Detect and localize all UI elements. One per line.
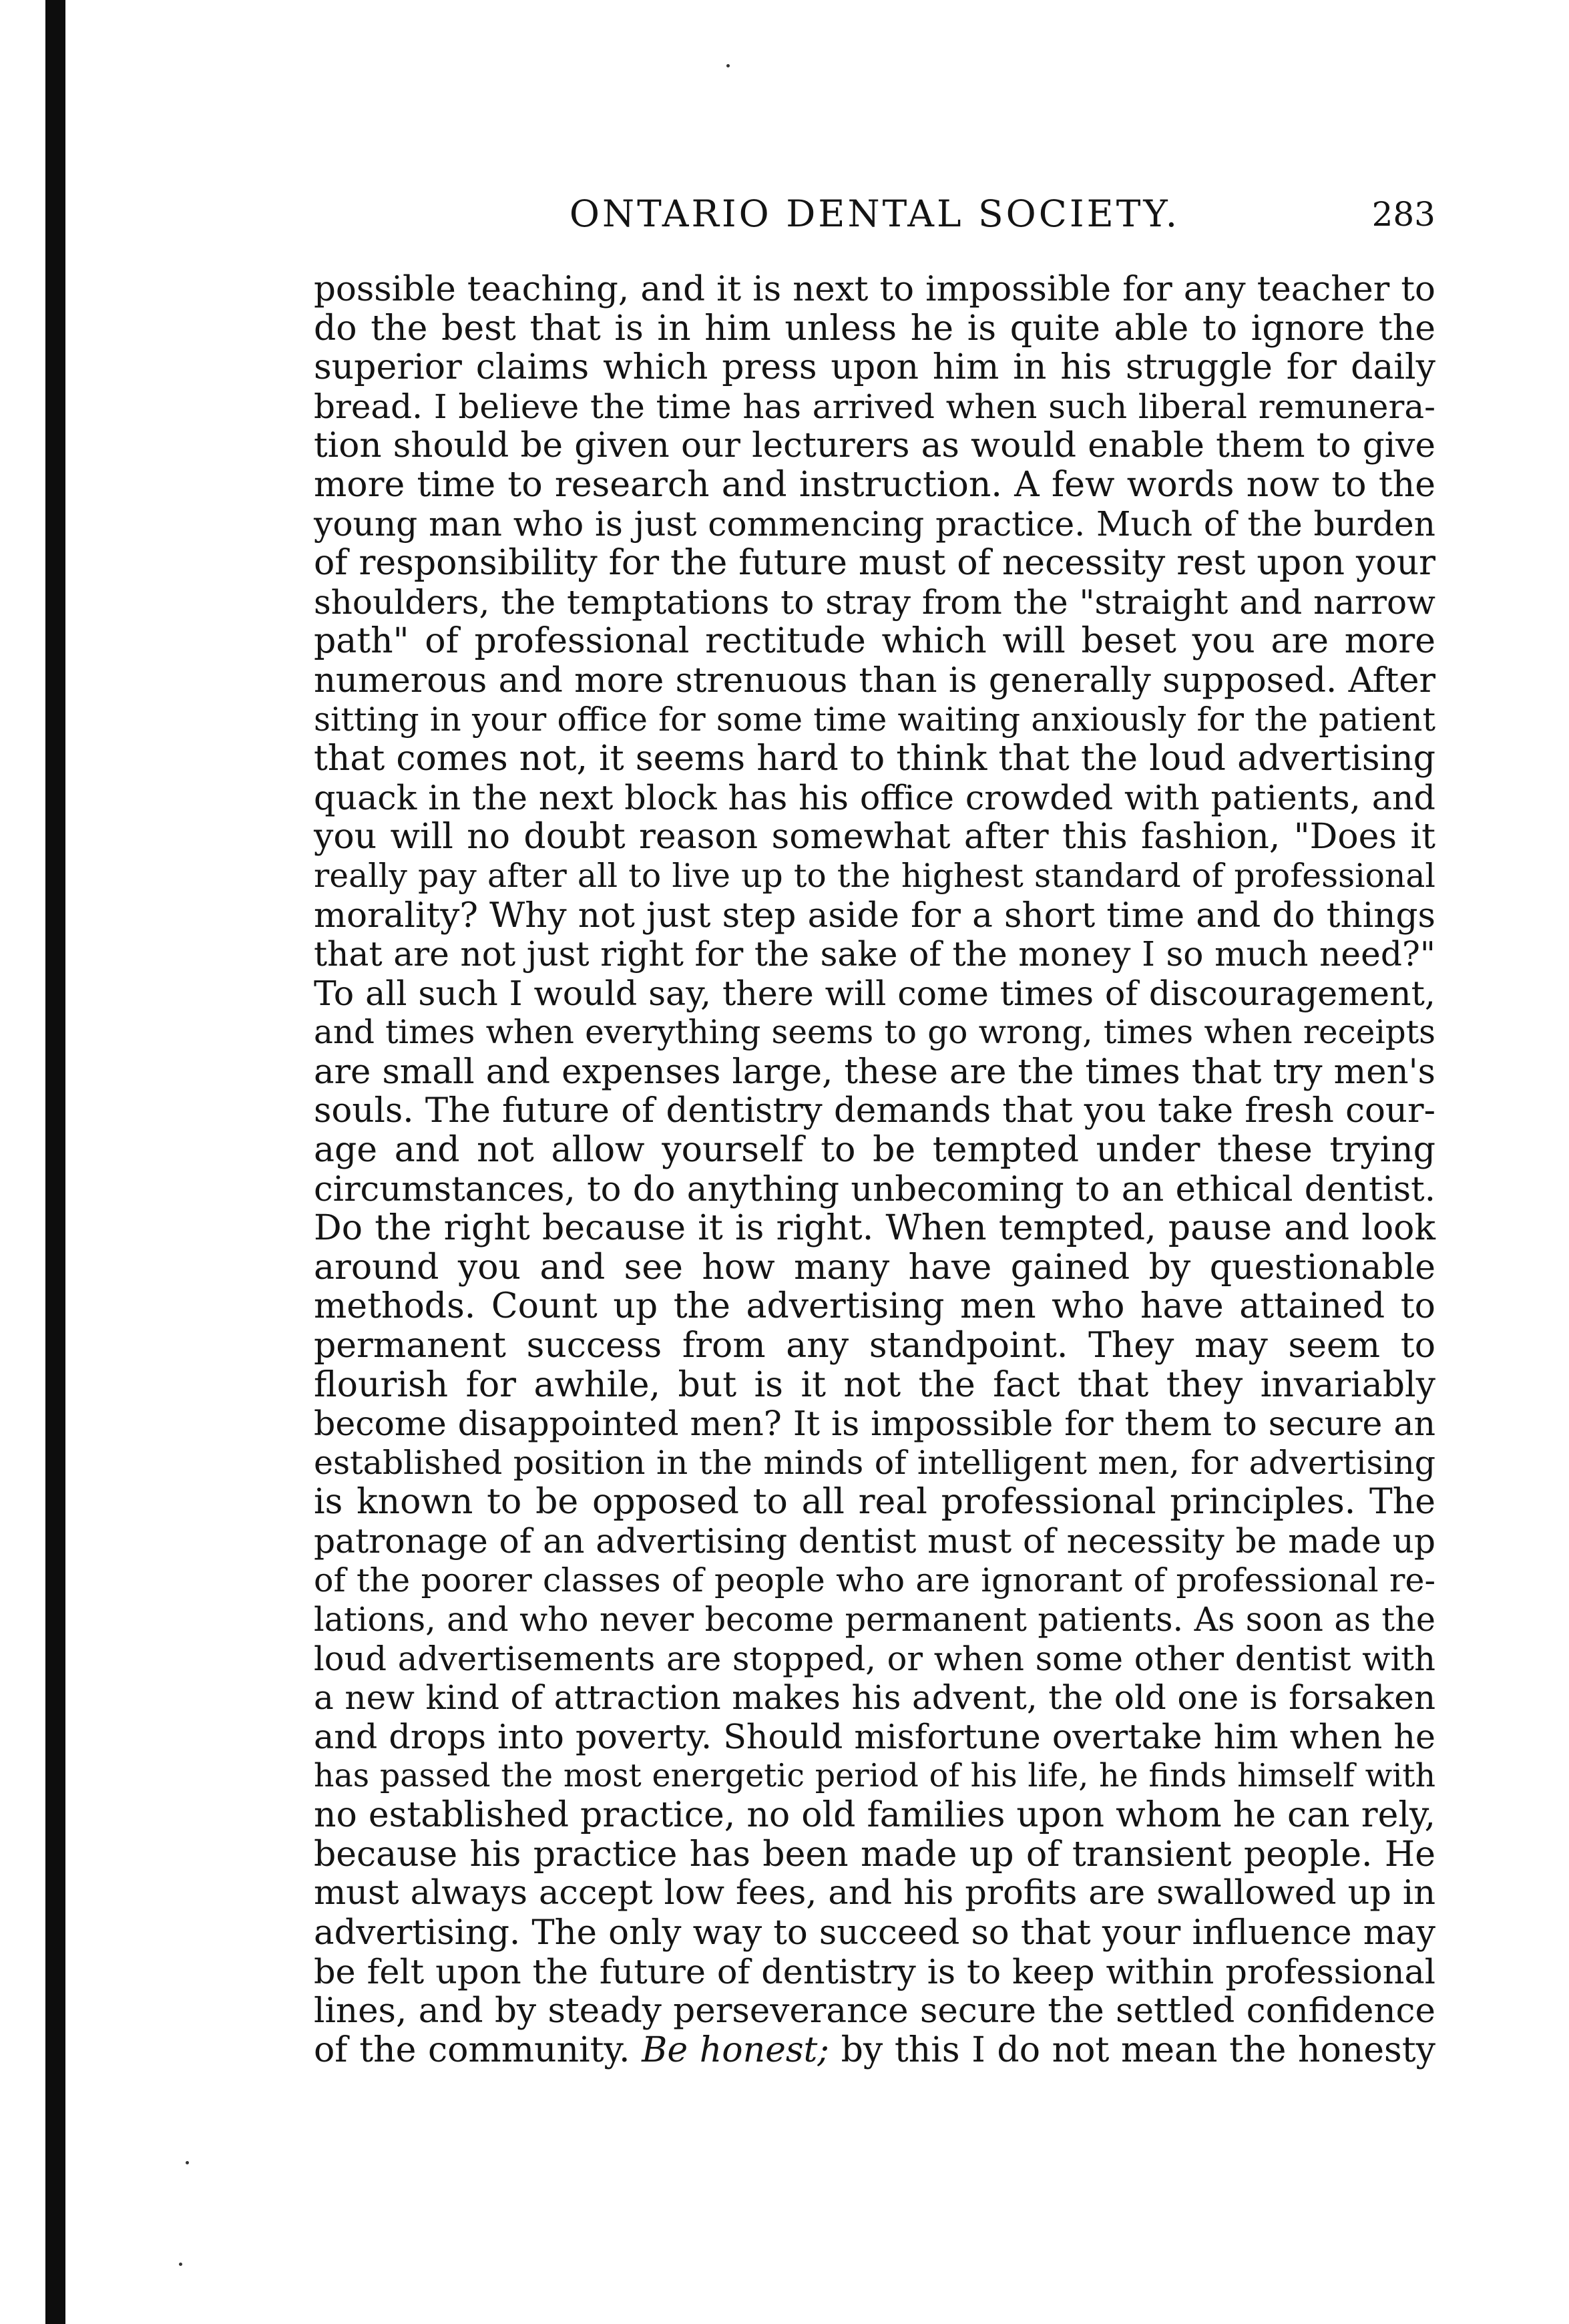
text-line: permanent success from any standpoint. They may seem to bbox=[314, 1326, 1435, 1366]
text-line: no established practice, no old families upon whom he can rely, bbox=[314, 1795, 1435, 1836]
body-text bbox=[314, 270, 1435, 2070]
text-line: souls. The future of dentistry demands that you take fresh cour- bbox=[314, 1091, 1435, 1131]
text-line: To all such I would say, there will come times of discouragement, bbox=[314, 973, 1435, 1013]
text-line: advertising. The only way to succeed so that your influence may bbox=[314, 1912, 1435, 1953]
text-line: loud advertisements are stopped, or when some other dentist with bbox=[314, 1639, 1435, 1678]
text-line: path" of professional rectitude which will beset you are more bbox=[314, 621, 1435, 662]
text-line: quack in the next block has his office crowded with patients, and bbox=[314, 777, 1435, 817]
text-line: morality? Why not just step aside for a short time and do things bbox=[314, 895, 1435, 936]
scan-speck bbox=[186, 2161, 189, 2164]
text-line: that comes not, it seems hard to think that the loud advertising bbox=[314, 739, 1435, 779]
text-line: Do the right because it is right. When tempted, pause and look bbox=[314, 1208, 1435, 1249]
text-line: more time to research and instruction. A few words now to the bbox=[314, 464, 1435, 505]
emphasis-text: Be honest; bbox=[642, 2029, 829, 2070]
text-line: patronage of an advertising dentist must of necessity be made up bbox=[314, 1521, 1435, 1561]
text-line: numerous and more strenuous than is generally supposed. After bbox=[314, 660, 1435, 701]
text-line: has passed the most energetic period of his life, he finds himself with bbox=[314, 1757, 1435, 1794]
text-line: that are not just right for the sake of the money I so much need?" bbox=[314, 934, 1435, 974]
text-segment: by this I do not mean the honesty bbox=[829, 2029, 1435, 2070]
running-title: ONTARIO DENTAL SOCIETY. bbox=[569, 192, 1180, 235]
text-line: must always accept low fees, and his profits are swallowed up in bbox=[314, 1873, 1435, 1913]
text-line: young man who is just commencing practice. Much of the burden bbox=[314, 504, 1435, 544]
page-header bbox=[314, 192, 1435, 239]
text-line: is known to be opposed to all real professional principles. The bbox=[314, 1482, 1435, 1523]
text-line: because his practice has been made up of transient people. He bbox=[314, 1834, 1435, 1875]
text-line: tion should be given our lecturers as would enable them to give bbox=[314, 425, 1435, 466]
text-line: established position in the minds of intelligent men, for advertising bbox=[314, 1443, 1435, 1482]
text-line: methods. Count up the advertising men who have attained to bbox=[314, 1286, 1435, 1327]
scan-binding-edge bbox=[45, 0, 65, 2324]
text-line: age and not allow yourself to be tempted under these trying bbox=[314, 1130, 1435, 1171]
page-number: 283 bbox=[1371, 195, 1435, 234]
text-line: be felt upon the future of dentistry is to keep within professional bbox=[314, 1951, 1435, 1991]
text-line: become disappointed men? It is impossible for them to secure an bbox=[314, 1404, 1435, 1444]
text-line: superior claims which press upon him in his struggle for daily bbox=[314, 347, 1435, 388]
text-line: possible teaching, and it is next to impossible for any teacher to bbox=[314, 269, 1435, 309]
text-line: you will no doubt reason somewhat after this fashion, "Does it bbox=[314, 817, 1435, 857]
text-line: around you and see how many have gained by questionable bbox=[314, 1247, 1435, 1288]
text-line: and times when everything seems to go wrong, times when receipts bbox=[314, 1014, 1435, 1052]
text-line: really pay after all to live up to the highest standard of professional bbox=[314, 857, 1435, 895]
text-line: of responsibility for the future must of necessity rest upon your bbox=[314, 543, 1435, 584]
text-line: lations, and who never become permanent patients. As soon as the bbox=[314, 1600, 1435, 1639]
scan-speck bbox=[726, 64, 730, 67]
text-line: are small and expenses large, these are the times that try men's bbox=[314, 1051, 1435, 1092]
text-line: of the poorer classes of people who are ignorant of professional re- bbox=[314, 1561, 1435, 1599]
scan-speck bbox=[179, 2263, 182, 2266]
text-line: lines, and by steady perseverance secure the settled confidence bbox=[314, 1991, 1435, 2031]
text-line: and drops into poverty. Should misfortune overtake him when he bbox=[314, 1716, 1435, 1756]
text-line: bread. I believe the time has arrived when such liberal remunera- bbox=[314, 387, 1435, 426]
text-line-last bbox=[314, 2031, 1435, 2070]
text-line: circumstances, to do anything unbecoming to an ethical dentist. bbox=[314, 1169, 1435, 1209]
text-line: shoulders, the temptations to stray from the "straight and narrow bbox=[314, 582, 1435, 622]
text-line: sitting in your office for some time waiting anxiously for the patient bbox=[314, 701, 1435, 739]
text-segment: of the community. bbox=[314, 2029, 642, 2070]
text-line: do the best that is in him unless he is quite able to ignore the bbox=[314, 308, 1435, 349]
text-line: flourish for awhile, but is it not the fact that they invariably bbox=[314, 1364, 1435, 1405]
text-line: a new kind of attraction makes his advent, the old one is forsaken bbox=[314, 1678, 1435, 1718]
